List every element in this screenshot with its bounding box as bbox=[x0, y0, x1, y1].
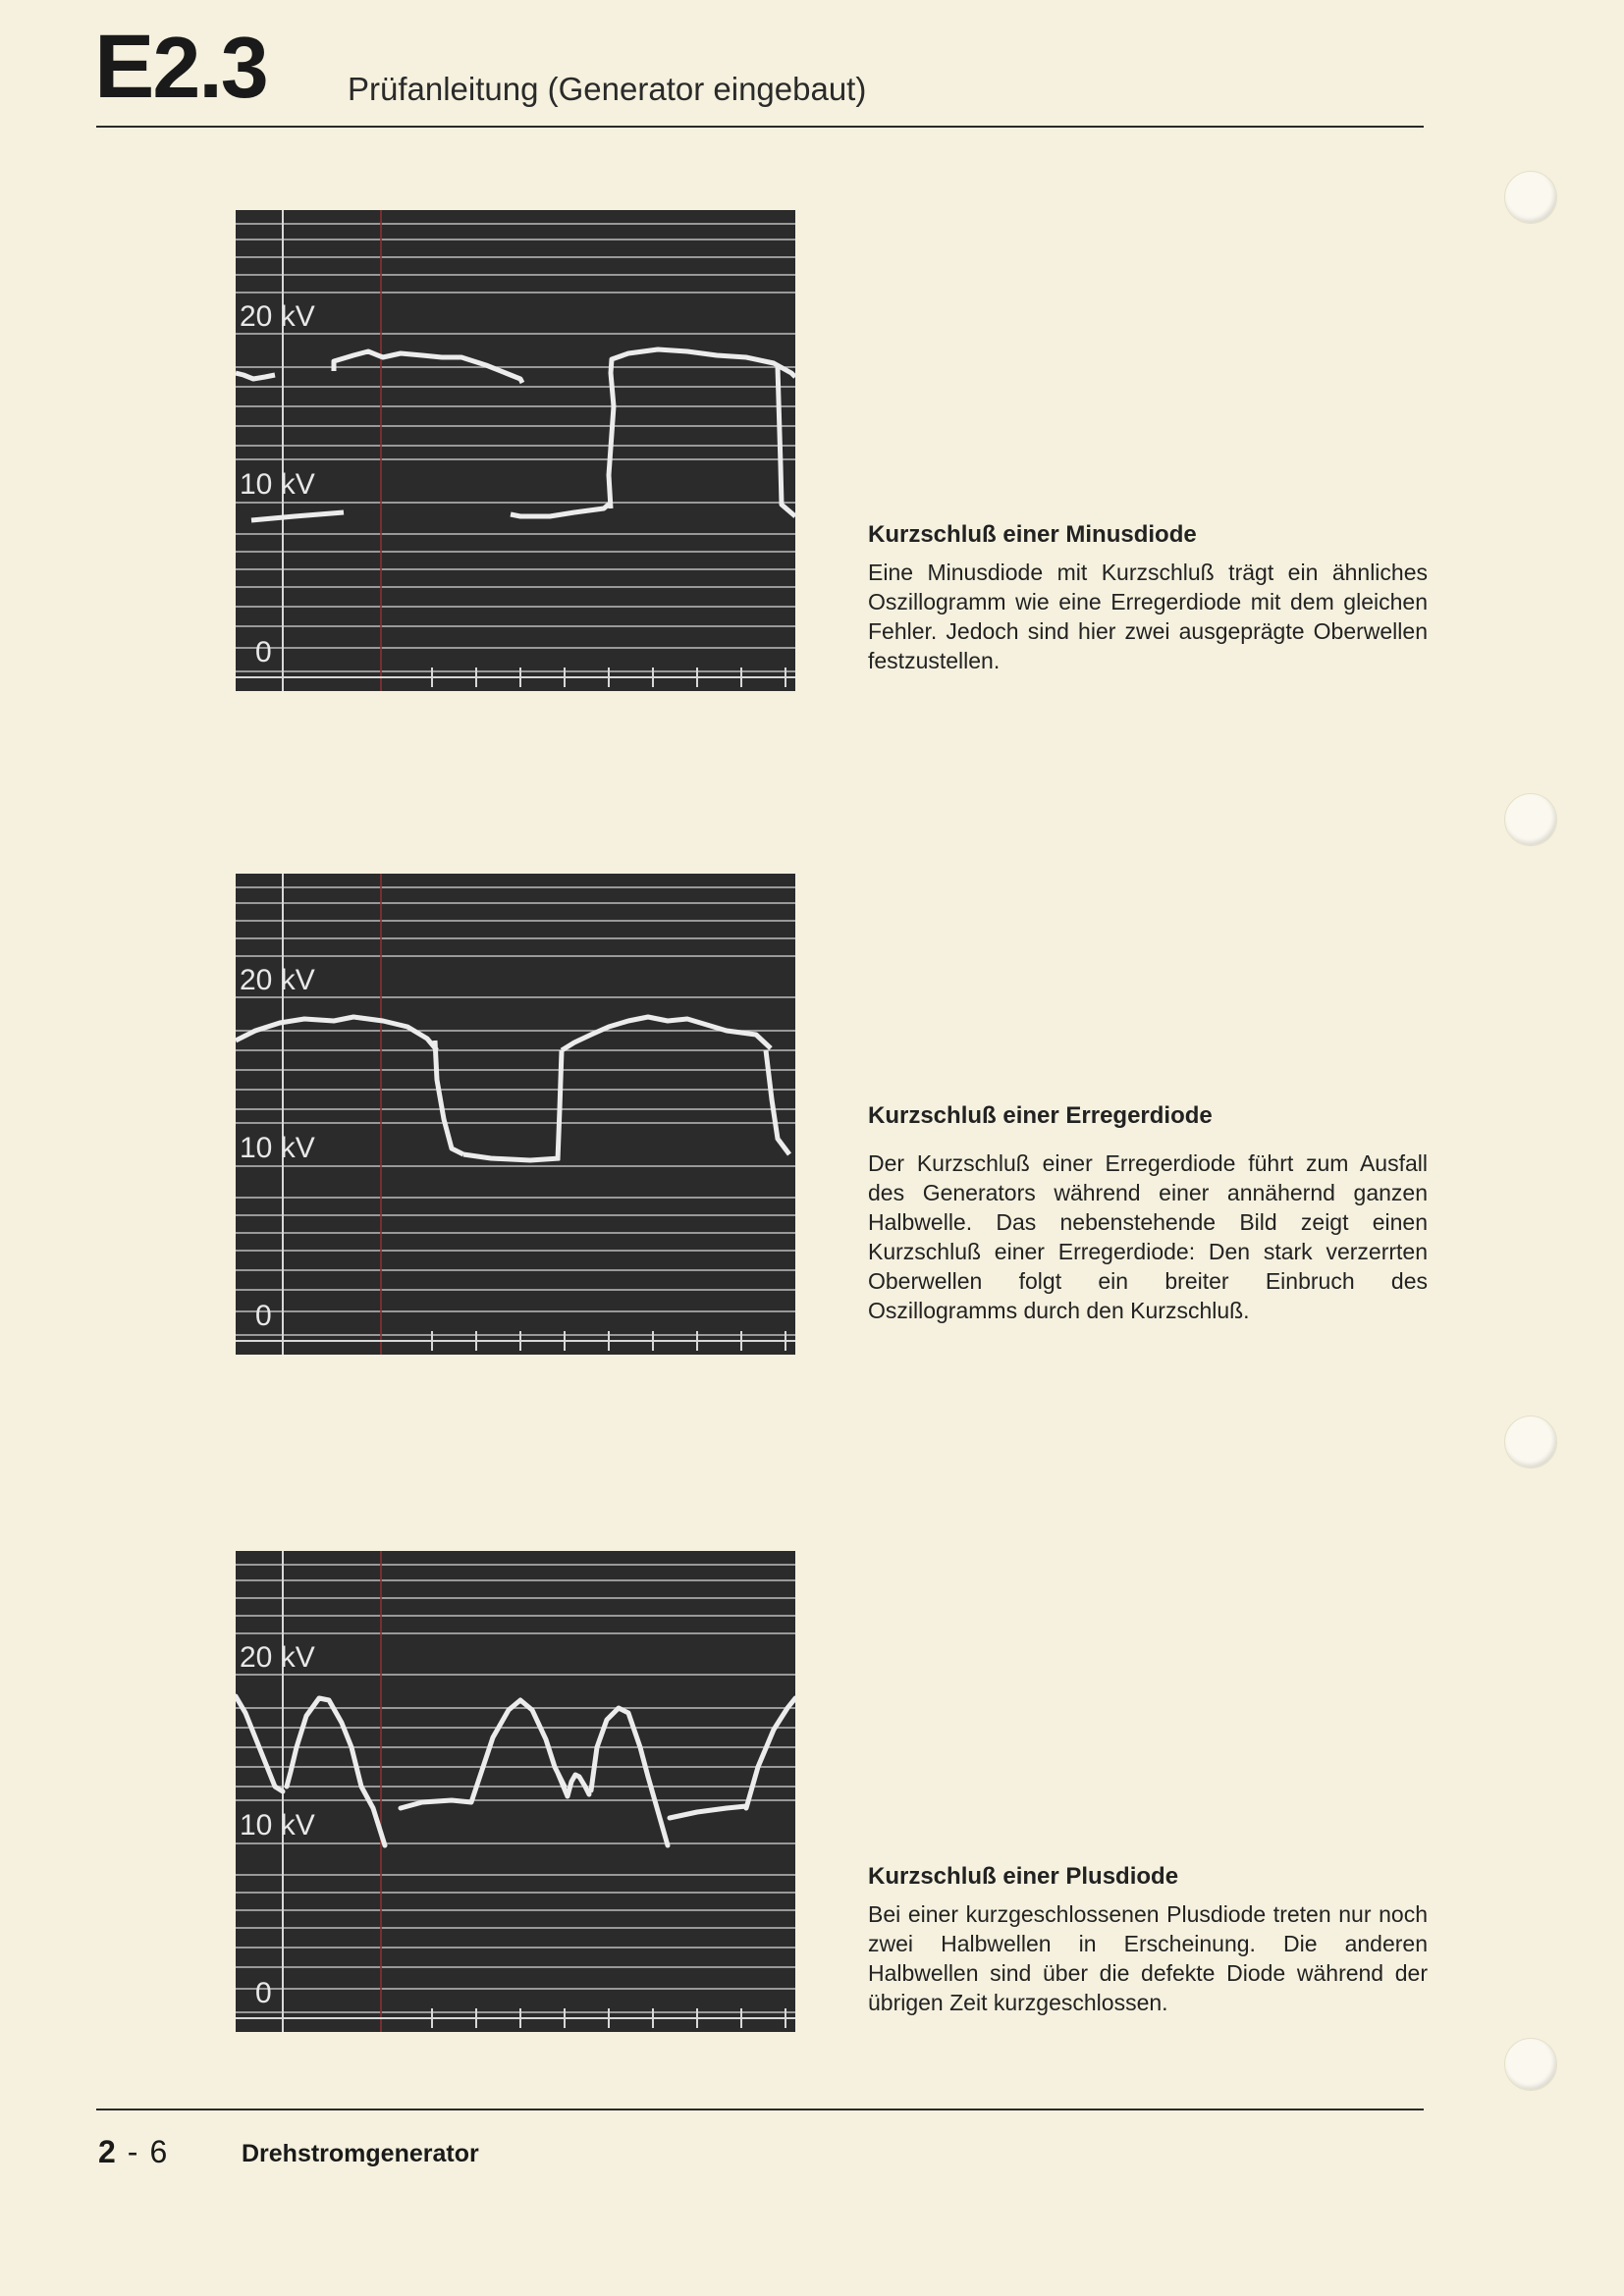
text-block-plusdiode bbox=[868, 1862, 1428, 2017]
oscillogram-minusdiode-graphic bbox=[236, 210, 795, 691]
text-block-erregerdiode bbox=[868, 1101, 1428, 1325]
page-title: Prüfanleitung (Generator eingebaut) bbox=[348, 71, 867, 107]
axis-label-20kv: 20 kV bbox=[240, 1641, 315, 1674]
section-body: Bei einer kurzgeschlossenen Plusdiode treten nur noch zwei Halbwellen in Erscheinung. Die anderen Halbwellen sind über die defekte Diode während der übrigen Zeit kurzgeschlossen. bbox=[868, 1901, 1428, 2015]
axis-label-10kv: 10 kV bbox=[240, 468, 315, 501]
section-body: Eine Minusdiode mit Kurzschluß trägt ein ähnliches Oszillogramm wie eine Erregerdiode mit dem gleichen Fehler. Jedoch sind hier zwei ausgeprägte Oberwellen festzustellen. bbox=[868, 560, 1428, 673]
axis-label-20kv: 20 kV bbox=[240, 300, 315, 333]
section-heading: Kurzschluß einer Plusdiode bbox=[868, 1863, 1179, 1890]
punch-hole bbox=[1504, 171, 1557, 224]
axis-label-zero: 0 bbox=[255, 1300, 272, 1332]
scope-screen bbox=[236, 210, 795, 691]
punch-hole bbox=[1504, 2038, 1557, 2091]
oscillogram-plusdiode bbox=[236, 1551, 795, 2032]
section-heading: Kurzschluß einer Minusdiode bbox=[868, 521, 1197, 548]
section-number: 2.3 bbox=[152, 19, 267, 116]
oscillogram-erregerdiode-graphic bbox=[236, 874, 795, 1355]
footer-title: Drehstromgenerator bbox=[242, 2140, 479, 2167]
axis-label-zero: 0 bbox=[255, 1977, 272, 2009]
axis-label-10kv: 10 kV bbox=[240, 1132, 315, 1164]
footer-rule bbox=[96, 2109, 1424, 2110]
axis-label-20kv: 20 kV bbox=[240, 964, 315, 996]
oscillogram-erregerdiode bbox=[236, 874, 795, 1355]
punch-hole bbox=[1504, 1415, 1557, 1468]
header-rule bbox=[96, 126, 1424, 128]
oscillogram-plusdiode-graphic bbox=[236, 1551, 795, 2032]
text-block-minusdiode bbox=[868, 520, 1428, 675]
section-code bbox=[94, 17, 267, 117]
punch-hole bbox=[1504, 793, 1557, 846]
oscillogram-minusdiode bbox=[236, 210, 795, 691]
scope-screen bbox=[236, 1551, 795, 2032]
section-body: Der Kurzschluß einer Erregerdiode führt zum Ausfall des Generators während einer annähernd ganzen Halbwelle. Das nebenstehende Bild zeigt einen Kurzschluß einer Erregerdiode: Den stark verzerrten Oberwellen folgt ein breiter Einbruch des Oszillogramms durch den Kurzschluß. bbox=[868, 1150, 1428, 1323]
page-number: 2 - 6 bbox=[98, 2134, 168, 2169]
section-heading: Kurzschluß einer Erregerdiode bbox=[868, 1102, 1213, 1129]
section-letter: E bbox=[94, 17, 153, 117]
axis-label-zero: 0 bbox=[255, 636, 272, 668]
axis-label-10kv: 10 kV bbox=[240, 1809, 315, 1842]
scope-screen bbox=[236, 874, 795, 1355]
